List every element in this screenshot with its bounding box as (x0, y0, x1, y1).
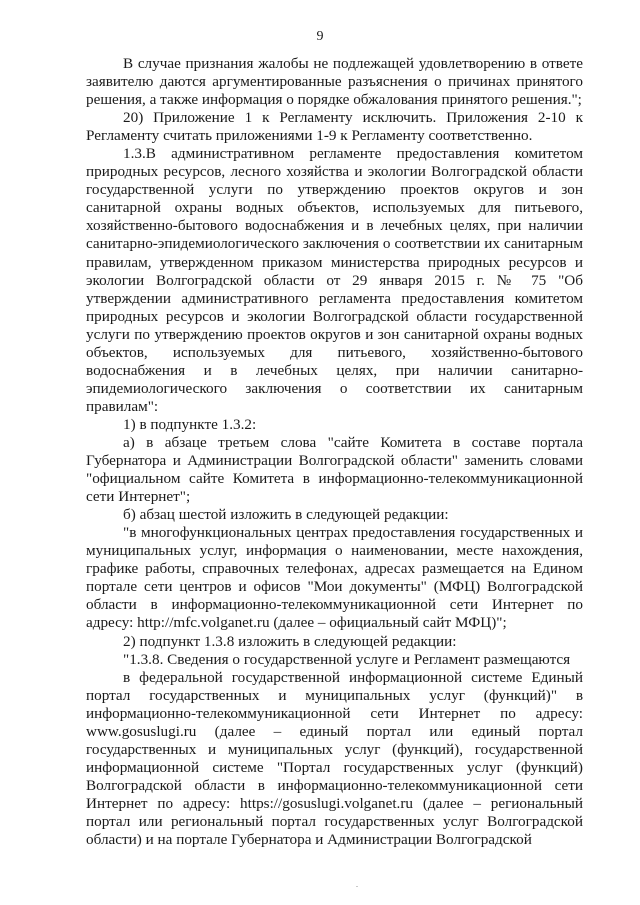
paragraph-section-1-3: 1.3.В административном регламенте предоставления комитетом природных ресурсов, лесного хозяйства и экологии Волгоградской области государственной услуги по утверждению проектов округов и зон санитарной охраны водных объектов, используемых для питьевого, хозяйственно-бытового водоснабжения и в лечебных целях, при наличии санитарно-эпидемиологического заключения о соответствии их санитарным правилам, утвержденном приказом министерства природных ресурсов и экологии Волгоградской области от 29 января 2015 г. № 75 "Об утверждении административного регламента предоставления комитетом природных ресурсов и экологии Волгоградской области государственной услуги по утверждению проектов округов и зон санитарной охраны водных объектов, используемых для питьевого, хозяйственно-бытового водоснабжения и в лечебных целях, при наличии санитарно-эпидемиологического заключения о соответствии их санитарным правилам": (86, 145, 583, 415)
paragraph-portals: в федеральной государственной информационной системе Единый портал государственных и муниципальных услуг (функций)" в информационно-телекоммуникационной сети Интернет по адресу: www.gosuslugi.ru (далее – единый портал или единый портал государственных и муниципальных услуг (функций), государственной информационной системе "Портал государственных услуг (функций) Волгоградской области в информационно-телекоммуникационной сети Интернет по адресу: https://gosuslugi.volganet.ru (далее – региональный портал или региональный портал государственных услуг Волгоградской области) и на портале Губернатора и Администрации Волгоградской (86, 668, 583, 849)
paragraph-subitem-2: 2) подпункт 1.3.8 изложить в следующей редакции: (123, 632, 457, 650)
paragraph-complaint-rejection: В случае признания жалобы не подлежащей удовлетворению в ответе заявителю даются аргументированные разъяснения о причинах принятого решения, а также информация о порядке обжалования принятого решения."; (86, 55, 583, 109)
document-body (86, 55, 583, 849)
paragraph-subitem-b: б) абзац шестой изложить в следующей редакции: (123, 506, 449, 524)
paragraph-subitem-1: 1) в подпункте 1.3.2: (123, 415, 257, 433)
scan-artifact (356, 886, 358, 887)
paragraph-1-3-8-heading: "1.3.8. Сведения о государственной услуге и Регламент размещаются (123, 650, 571, 668)
paragraph-mfc-quote: "в многофункциональных центрах предоставления государственных и муниципальных услуг, информация о наименовании, месте нахождения, графике работы, справочных телефонах, адресах размещается на Едином портале сети центров и офисов "Мои документы" (МФЦ) Волгоградской области в информационно-телекоммуникационной сети Интернет по адресу: http://mfc.volganet.ru (далее – официальный сайт МФЦ)"; (86, 524, 583, 632)
paragraph-subitem-a: а) в абзаце третьем слова "сайте Комитета в составе портала Губернатора и Администрации Волгоградской области" заменить словами "официальном сайте Комитета в информационно-телекоммуникационной сети Интернет"; (86, 433, 583, 506)
paragraph-item-20: 20) Приложение 1 к Регламенту исключить. Приложения 2-10 к Регламенту считать приложениями 1-9 к Регламенту соответственно. (86, 109, 583, 145)
page-number: 9 (316, 29, 324, 44)
